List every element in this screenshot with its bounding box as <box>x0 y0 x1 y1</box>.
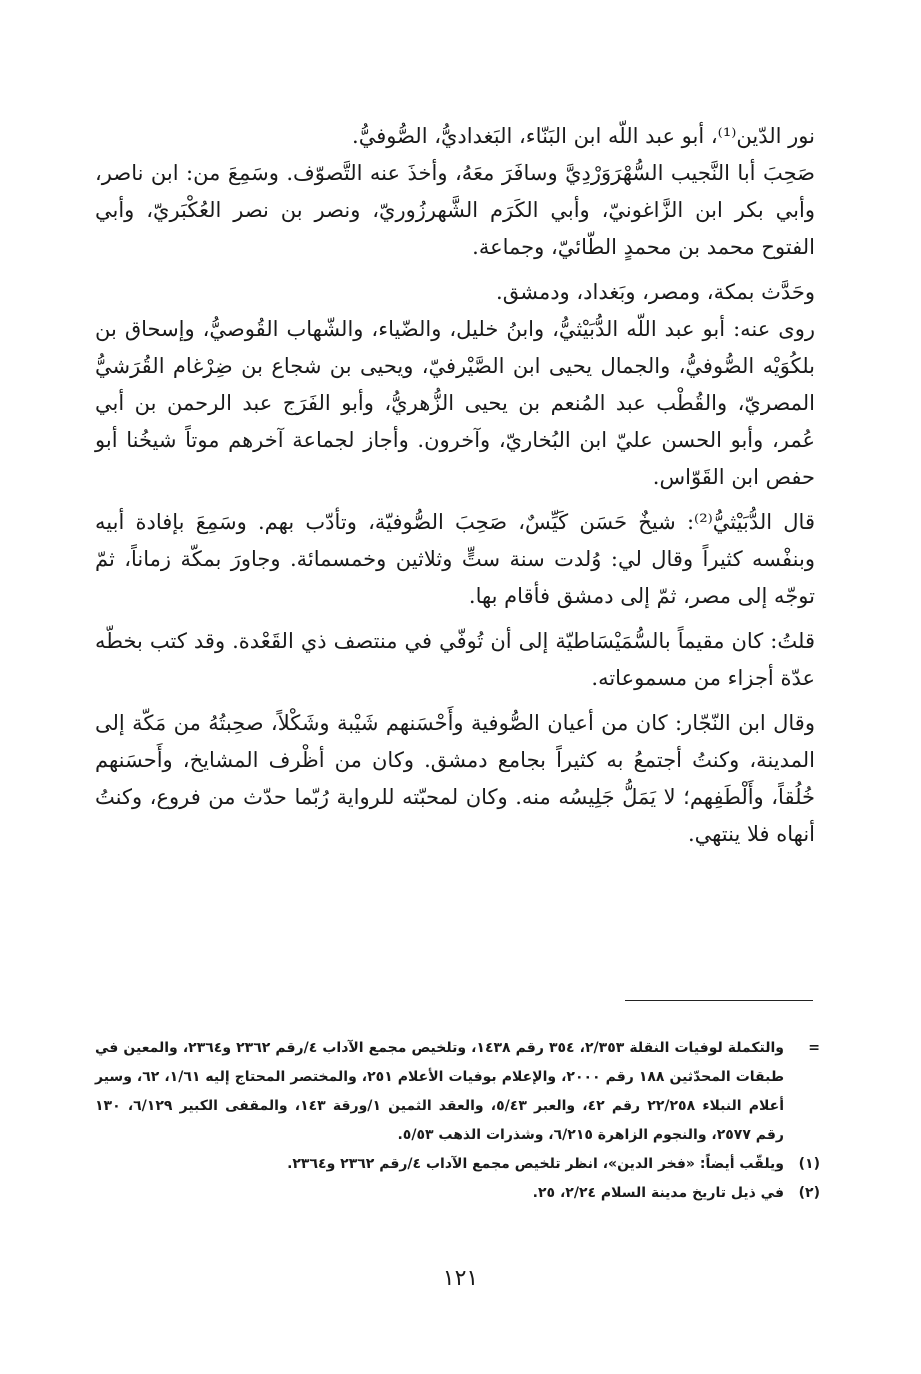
paragraph-heading-line: نور الدّين⁽¹⁾، أبو عبد اللّه ابن البَنّاء، البَغداديُّ، الصُّوفيُّ. <box>352 124 815 148</box>
footnote-text: والتكملة لوفيات النقلة ٢/٣٥٣، ٣٥٤ رقم ١٤٣٨، وتلخيص مجمع الآداب ٤/رقم ٢٣٦٢ و٢٣٦٤، والمعين في طبقات المحدّثين ١٨٨ رقم ٢٠٠٠، والإعلام بوفيات الأعلام ٢٥١، والمختصر المحتاج إليه ١/٦١، ٦٢، وسير أعلام النبلاء ٢٢/٢٥٨ رقم ٤٢، والعبر ٥/٤٣، والعقد الثمين ١/ورقة ١٤٣، والمقفى الكبير ٦/١٢٩، ١٣٠ رقم ٢٥٧٧، والنجوم الزاهرة ٦/٢١٥، وشذرات الذهب ٥/٥٣. <box>95 1040 785 1143</box>
footnotes <box>95 1034 820 1208</box>
main-text <box>95 118 815 853</box>
footnote-continued <box>95 1034 820 1150</box>
paragraph-companions: صَحِبَ أبا النَّجيب السُّهْرَوَرْدِيَّ وسافَرَ معَهُ، وأخذَ عنه التَّصوّف. وسَمِعَ من: ابن ناصر، وأبي بكر ابن الزَّاغونيّ، وأبي الكَرَم الشَّهرزُوريّ، ونصر بن نصر العُكْبَريّ، وأبي الفتوح محمد بن محمدٍ الطّائيّ، وجماعة. <box>95 161 815 259</box>
footnote-marker: (٢) <box>798 1185 820 1201</box>
paragraph-ibn-najjar-quote: وقال ابن النّجّار: كان من أعيان الصُّوفية وأَحْسَنهم شَيْبة وشَكْلاً، صحِبتُهُ من مَكّة إلى المدينة، وكنتُ أجتمعُ به كثيراً بجامع دمشق. وكان من أظْرف المشايخ، وأَحسَنهم خُلُقاً، وأَلْطَفِهم؛ لا يَمَلُّ جَلِيسُه منه. وكان لمحبّته للرواية رُبّما حدّث من فروع، وكنتُ أنهاه فلا ينتهي. <box>95 711 815 846</box>
footnote-marker: = <box>808 1040 820 1056</box>
paragraph-narrated: وحَدَّث بمكة، ومصر، وبَغداد، ودمشق. <box>496 280 815 304</box>
paragraph-author-note: قلتُ: كان مقيماً بالسُّمَيْسَاطيّة إلى أن تُوفّي في منتصف ذي القَعْدة. وقد كتب بخطّه عدّة أجزاء من مسموعاته. <box>95 629 815 690</box>
footnote-2 <box>95 1179 820 1208</box>
paragraph-students: روى عنه: أبو عبد اللّه الدُّبَيْثيُّ، وابنُ خليل، والضّياء، والشّهاب القُوصيُّ، وإسحاق بن بلكُوَيْه الصُّوفيُّ، والجمال يحيى ابن الصَّيْرفيّ، ويحيى بن شجاع بن ضِرْغام القُرَشيُّ المصريّ، والقُطْب عبد المُنعم بن يحيى الزُّهريُّ، وأبو الفَرَج عبد الرحمن بن أبي عُمر، وأبو الحسن عليّ ابن البُخاريّ، وآخرون. وأجاز لجماعة آخرهم موتاً شيخُنا أبو حفص ابن القَوّاس. <box>95 317 815 489</box>
footnote-text: ويلقّب أيضاً: «فخر الدين»، انظر تلخيص مجمع الآداب ٤/رقم ٢٣٦٢ و٢٣٦٤. <box>287 1156 784 1172</box>
footnote-1 <box>95 1150 820 1179</box>
footnote-divider <box>625 1000 813 1001</box>
paragraph-dubaythi-quote: قال الدُّبَيْثيُّ⁽²⁾: شيخٌ حَسَن كَيِّسٌ، صَحِبَ الصُّوفيّة، وتأدّب بهم. وسَمِعَ بإفادة أبيه وبنفْسه كثيراً وقال لي: وُلدت سنة ستٍّ وثلاثين وخمسمائة. وجاورَ بمكّة زماناً، ثمّ توجّه إلى مصر، ثمّ إلى دمشق فأقام بها. <box>95 510 815 608</box>
page-number: ١٢١ <box>442 1266 479 1291</box>
footnote-marker: (١) <box>798 1156 820 1172</box>
footnote-text: في ذيل تاريخ مدينة السلام ٢/٢٤، ٢٥. <box>532 1185 784 1201</box>
